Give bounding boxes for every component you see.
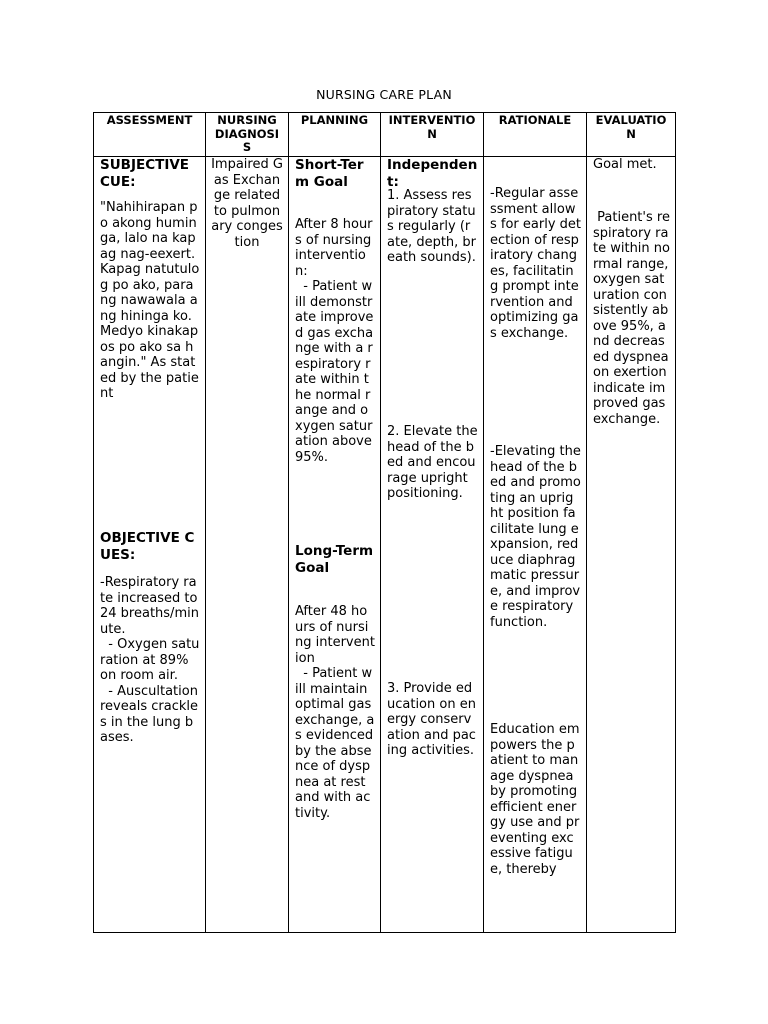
objective-cues-text: -Respiratory rate increased to 24 breaths/minute. - Oxygen saturation at 89% on room air. - Auscultation reveals crackles in the lung bases. (100, 575, 200, 745)
intervention-item-3: 3. Provide education on energy conservation and pacing activities. (387, 681, 476, 758)
long-term-goal-heading: Long-Term Goal (295, 543, 378, 576)
header-planning: PLANNING (289, 113, 381, 157)
assessment-cell (94, 157, 206, 933)
rationale-item-3: Education empowers the patient to manage dyspnea by promoting efficient energy use and preventing excessive fatigue, thereby (490, 722, 582, 877)
intervention-cell (381, 157, 484, 933)
planning-cell (289, 157, 381, 933)
objective-cues-heading: OBJECTIVE CUES: (100, 530, 195, 563)
short-term-goal-heading: Short-Term Goal (295, 157, 364, 190)
header-evaluation: EVALUATION (587, 113, 676, 157)
rationale-cell (484, 157, 587, 933)
nursing-diagnosis-cell (206, 157, 289, 933)
table-row (94, 157, 676, 933)
header-assessment: ASSESSMENT (94, 113, 206, 157)
independent-heading: Independent: (387, 157, 478, 190)
rationale-item-2: -Elevating the head of the bed and promoting an upright position facilitate lung expansion, reduce diaphragmatic pressure, and improve respiratory function. (490, 444, 585, 630)
evaluation-status: Goal met. (593, 157, 657, 172)
header-rationale: RATIONALE (484, 113, 587, 157)
long-term-goal-text: After 48 hours of nursing intervention - Patient will maintain optimal gas exchange, as evidenced by the absence of dyspnea at rest and with activity. (295, 604, 375, 821)
intervention-item-2: 2. Elevate the head of the bed and encourage upright positioning. (387, 424, 482, 501)
header-nursing-diagnosis: NURSING DIAGNOSIS (206, 113, 289, 157)
nursing-care-plan-table (93, 112, 676, 933)
evaluation-text: Patient's respiratory rate within normal range, oxygen saturation consistently above 95%, and decreased dyspnea on exertion indicate improved gas exchange. (593, 210, 673, 427)
rationale-item-1: -Regular assessment allows for early detection of respiratory changes, facilitating prompt intervention and optimizing gas exchange. (490, 186, 582, 341)
header-intervention: INTERVENTION (381, 113, 484, 157)
intervention-item-1: 1. Assess respiratory status regularly (rate, depth, breath sounds). (387, 188, 477, 265)
table-header-row (94, 113, 676, 157)
evaluation-cell (587, 157, 676, 933)
document-title: NURSING CARE PLAN (316, 87, 452, 102)
subjective-cue-heading: SUBJECTIVE CUE: (100, 157, 194, 190)
nursing-diagnosis-text: Impaired Gas Exchange related to pulmonary congestion (211, 157, 285, 250)
subjective-cue-text: "Nahihirapan po akong huminga, lalo na kapag nag-eexert. Kapag natutulog po ako, parang nawawala ang hininga ko. Medyo kinakapos po ako sa hangin." As stated by the patient (100, 200, 200, 401)
short-term-goal-text: After 8 hours of nursing intervention: - Patient will demonstrate improved gas exchange with a respiratory rate within the normal range and oxygen saturation above 95%. (295, 217, 374, 465)
